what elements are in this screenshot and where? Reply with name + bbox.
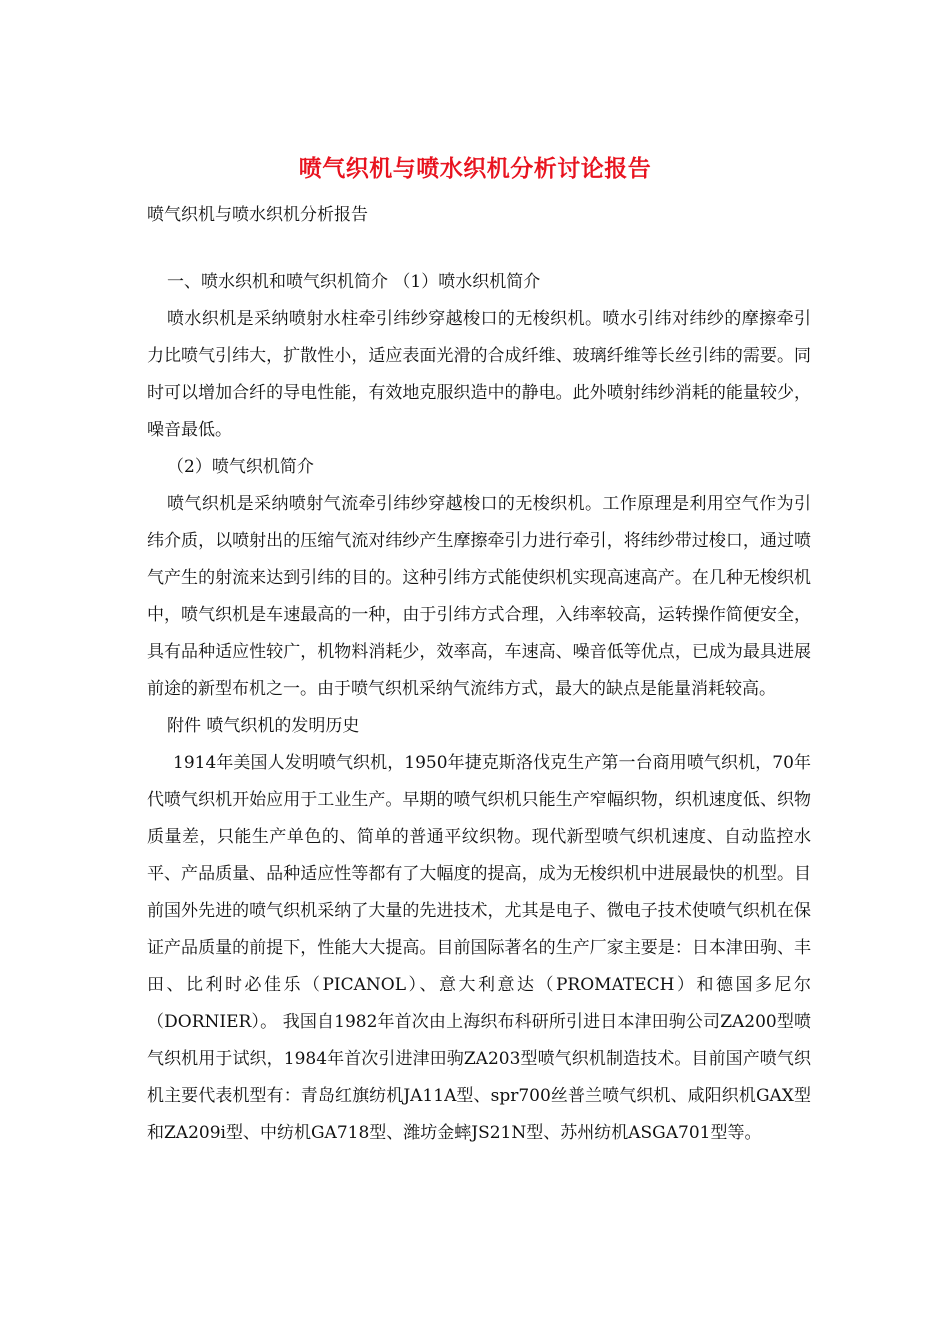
document-body — [147, 264, 811, 1152]
section-heading-air-jet: （2）喷气织机简介 — [167, 457, 314, 477]
document-title: 喷气织机与喷水织机分析讨论报告 — [298, 155, 652, 182]
section-heading-intro: 一、喷水织机和喷气织机简介 （1）喷水织机简介 — [167, 272, 541, 292]
appendix-heading: 附件 喷气织机的发明历史 — [167, 716, 360, 736]
paragraph-air-jet: 喷气织机是采纳喷射气流牵引纬纱穿越梭口的无梭织机。工作原理是利用空气作为引纬介质，以喷射出的压缩气流对纬纱产生摩擦牵引力进行牵引，将纬纱带过梭口，通过喷气产生的射流来达到引纬的目的。这种引纬方式能使织机实现高速高产。在几种无梭织机中，喷气织机是车速最高的一种，由于引纬方式合理，入纬率较高，运转操作简便安全，具有品种适应性较广，机物料消耗少，效率高，车速高、噪音低等优点，已成为最具进展前途的新型布机之一。由于喷气织机采纳气流纬方式，最大的缺点是能量消耗较高。 — [147, 494, 811, 699]
document-subtitle: 喷气织机与喷水织机分析报告 — [147, 205, 368, 225]
paragraph-water-jet: 喷水织机是采纳喷射水柱牵引纬纱穿越梭口的无梭织机。喷水引纬对纬纱的摩擦牵引力比喷气引纬大，扩散性小，适应表面光滑的合成纤维、玻璃纤维等长丝引纬的需要。同时可以增加合纤的导电性能，有效地克服织造中的静电。此外喷射纬纱消耗的能量较少，噪音最低。 — [147, 309, 811, 440]
paragraph-history: 1914年美国人发明喷气织机，1950年捷克斯洛伐克生产第一台商用喷气织机，70年代喷气织机开始应用于工业生产。早期的喷气织机只能生产窄幅织物，织机速度低、织物质量差，只能生产单色的、简单的普通平纹织物。现代新型喷气织机速度、自动监控水平、产品质量、品种适应性等都有了大幅度的提高，成为无梭织机中进展最快的机型。目前国外先进的喷气织机采纳了大量的先进技术，尤其是电子、微电子技术使喷气织机在保证产品质量的前提下，性能大大提高。目前国际著名的生产厂家主要是：日本津田驹、丰田、比利时必佳乐（PICANOL）、意大利意达（PROMATECH）和德国多尼尔（DORNIER）。 我国自1982年首次由上海织布科研所引进日本津田驹公司ZA200型喷气织机用于试织，1984年首次引进津田驹ZA203型喷气织机制造技术。目前国产喷气织机主要代表机型有：青岛红旗纺机JA11A型、spr700丝普兰喷气织机、咸阳织机GAX型和ZA209i型、中纺机GA718型、潍坊金蟀JS21N型、苏州纺机ASGA701型等。 — [147, 753, 811, 1143]
